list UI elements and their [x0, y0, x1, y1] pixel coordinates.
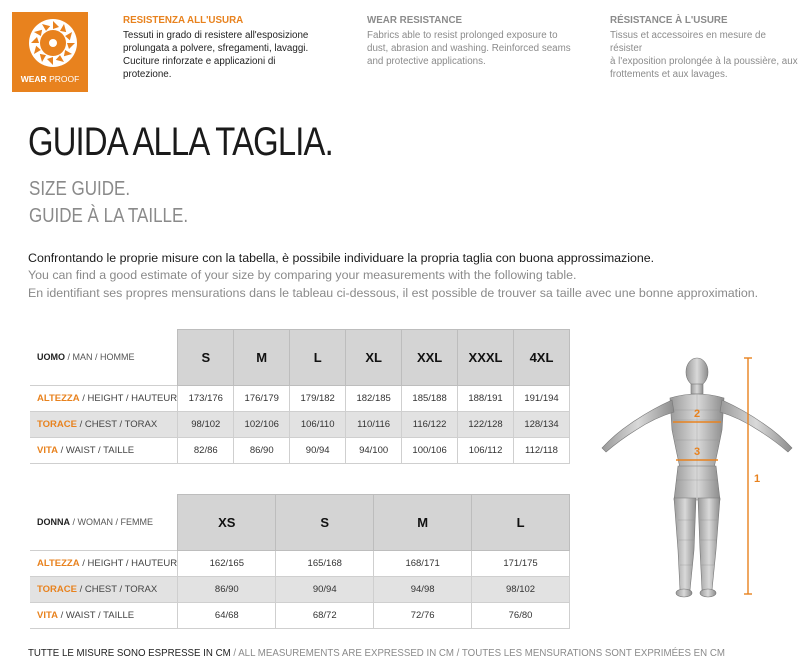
- men-label-main: UOMO: [37, 352, 65, 363]
- mannequin-figure: [590, 350, 800, 610]
- header-it-line: Cuciture rinforzate e applicazioni di: [123, 56, 276, 67]
- table-cell: 168/171: [374, 551, 472, 577]
- women-row-label: [30, 577, 178, 603]
- header-english: [367, 14, 582, 68]
- footer-note: [28, 648, 725, 659]
- table-cell: 112/118: [514, 438, 570, 464]
- women-row-label: [30, 551, 178, 577]
- table-cell: 86/90: [234, 438, 290, 464]
- women-size-header: S: [276, 495, 374, 551]
- row-label-main: VITA: [37, 445, 58, 456]
- men-row-label: [30, 412, 178, 438]
- men-row-waist: [30, 438, 570, 464]
- row-label-rest: / HEIGHT / HAUTEUR: [79, 393, 178, 404]
- row-label-main: ALTEZZA: [37, 393, 80, 404]
- header-italian: [123, 14, 333, 81]
- row-label-main: ALTEZZA: [37, 558, 80, 569]
- marker-1: 1: [754, 473, 761, 485]
- men-row-label: [30, 438, 178, 464]
- men-size-header: XXL: [402, 330, 458, 386]
- saw-blade-icon: [15, 15, 85, 69]
- men-header-row: [30, 330, 570, 386]
- table-cell: 68/72: [276, 603, 374, 629]
- men-size-table: [30, 329, 570, 464]
- table-cell: 90/94: [290, 438, 346, 464]
- header-fr-body: [610, 29, 800, 81]
- header-en-line: and protective applications.: [367, 56, 486, 67]
- table-cell: 185/188: [402, 386, 458, 412]
- table-cell: 191/194: [514, 386, 570, 412]
- header-it-body: [123, 29, 333, 81]
- subtitle-french: GUIDE À LA TAILLE.: [29, 205, 189, 227]
- badge-word-proof: PROOF: [49, 74, 80, 84]
- women-size-header: M: [374, 495, 472, 551]
- row-label-rest: / CHEST / TORAX: [76, 419, 158, 430]
- men-table-label: [30, 330, 178, 386]
- table-cell: 76/80: [472, 603, 570, 629]
- women-size-header: L: [472, 495, 570, 551]
- header-fr-line: frottements et aux lavages.: [610, 69, 728, 80]
- header-it-line: protezione.: [123, 69, 172, 80]
- table-cell: 171/175: [472, 551, 570, 577]
- table-cell: 173/176: [178, 386, 234, 412]
- men-size-header: XL: [346, 330, 402, 386]
- table-cell: 188/191: [458, 386, 514, 412]
- women-size-table: [30, 494, 570, 629]
- row-label-main: TORACE: [37, 419, 77, 430]
- row-label-rest: / WAIST / TAILLE: [57, 610, 135, 621]
- wear-proof-badge: [12, 12, 88, 92]
- row-label-main: TORACE: [37, 584, 77, 595]
- row-label-rest: / WAIST / TAILLE: [57, 445, 135, 456]
- intro-french: En identifiant ses propres mensurations dans le tableau ci-dessous, il est possible de trouver sa taille avec une bonne approximation.: [28, 286, 759, 300]
- table-cell: 72/76: [374, 603, 472, 629]
- subtitle-english: SIZE GUIDE.: [29, 178, 131, 200]
- footer-rest: / ALL MEASUREMENTS ARE EXPRESSED IN CM / TOUTES LES MENSURATIONS SONT EXPRIMÉES EN CM: [230, 648, 725, 659]
- men-row-height: [30, 386, 570, 412]
- table-cell: 94/100: [346, 438, 402, 464]
- table-cell: 86/90: [178, 577, 276, 603]
- women-row-label: [30, 603, 178, 629]
- header-en-title: WEAR RESISTANCE: [367, 15, 463, 26]
- women-size-header: XS: [178, 495, 276, 551]
- badge-word-wear: WEAR: [20, 74, 47, 84]
- intro-italian: Confrontando le proprie misure con la tabella, è possibile individuare la propria taglia con buona approssimazione.: [28, 251, 655, 265]
- men-size-header: 4XL: [514, 330, 570, 386]
- men-row-label: [30, 386, 178, 412]
- header-en-line: dust, abrasion and washing. Reinforced seams: [367, 43, 571, 54]
- intro-english: You can find a good estimate of your size by comparing your measurements with the following table.: [28, 268, 577, 282]
- men-size-header: L: [290, 330, 346, 386]
- women-label-main: DONNA: [37, 517, 70, 528]
- women-label-rest: / WOMAN / FEMME: [70, 517, 153, 528]
- table-cell: 176/179: [234, 386, 290, 412]
- men-size-header: XXXL: [458, 330, 514, 386]
- women-row-height: [30, 551, 570, 577]
- table-cell: 110/116: [346, 412, 402, 438]
- header-it-line: Tessuti in grado di resistere all'esposizione: [123, 30, 309, 41]
- table-cell: 182/185: [346, 386, 402, 412]
- table-cell: 128/134: [514, 412, 570, 438]
- women-row-waist: [30, 603, 570, 629]
- table-cell: 64/68: [178, 603, 276, 629]
- men-size-header: S: [178, 330, 234, 386]
- table-cell: 98/102: [472, 577, 570, 603]
- row-label-rest: / HEIGHT / HAUTEUR: [79, 558, 178, 569]
- men-row-chest: [30, 412, 570, 438]
- table-cell: 116/122: [402, 412, 458, 438]
- table-cell: 165/168: [276, 551, 374, 577]
- header-en-line: Fabrics able to resist prolonged exposure to: [367, 30, 558, 41]
- men-size-header: M: [234, 330, 290, 386]
- header-fr-title: RÉSISTANCE À L'USURE: [610, 15, 728, 26]
- header-en-body: [367, 29, 582, 68]
- table-cell: 102/106: [234, 412, 290, 438]
- table-cell: 179/182: [290, 386, 346, 412]
- row-label-rest: / CHEST / TORAX: [76, 584, 158, 595]
- women-table-label: [30, 495, 178, 551]
- page-title: GUIDA ALLA TAGLIA.: [28, 120, 333, 164]
- table-cell: 82/86: [178, 438, 234, 464]
- women-row-chest: [30, 577, 570, 603]
- marker-3: 3: [694, 446, 701, 458]
- badge-label: [15, 69, 85, 89]
- table-cell: 162/165: [178, 551, 276, 577]
- marker-2: 2: [694, 408, 701, 420]
- men-label-rest: / MAN / HOMME: [65, 352, 135, 363]
- women-header-row: [30, 495, 570, 551]
- header-fr-line: Tissus et accessoires en mesure de résister: [610, 30, 766, 54]
- table-cell: 90/94: [276, 577, 374, 603]
- table-cell: 100/106: [402, 438, 458, 464]
- header-fr-line: à l'exposition prolongée à la poussière, aux: [610, 56, 798, 67]
- table-cell: 98/102: [178, 412, 234, 438]
- table-cell: 122/128: [458, 412, 514, 438]
- row-label-main: VITA: [37, 610, 58, 621]
- table-cell: 94/98: [374, 577, 472, 603]
- footer-main: TUTTE LE MISURE SONO ESPRESSE IN CM: [28, 648, 231, 659]
- header-french: [610, 14, 800, 81]
- header-it-line: prolungata a polvere, sfregamenti, lavaggi.: [123, 43, 309, 54]
- header-it-title: RESISTENZA ALL'USURA: [123, 15, 244, 26]
- table-cell: 106/110: [290, 412, 346, 438]
- table-cell: 106/112: [458, 438, 514, 464]
